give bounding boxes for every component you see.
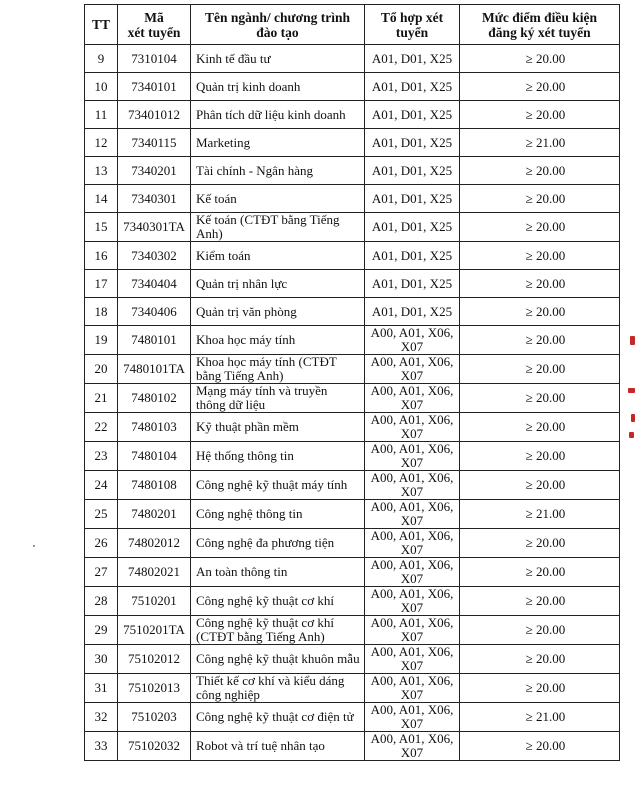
cell-program-name: Khoa học máy tính (CTĐT bằng Tiếng Anh) xyxy=(191,355,365,384)
cell-code: 75102012 xyxy=(118,645,191,674)
cell-combination: A00, A01, X06, X07 xyxy=(365,326,460,355)
table-row xyxy=(85,326,620,355)
cell-combination: A00, A01, X06, X07 xyxy=(365,500,460,529)
cell-min-score: ≥ 20.00 xyxy=(460,674,620,703)
cell-tt: 10 xyxy=(85,73,118,101)
cell-combination: A00, A01, X06, X07 xyxy=(365,471,460,500)
cell-combination: A00, A01, X06, X07 xyxy=(365,558,460,587)
cell-tt: 14 xyxy=(85,185,118,213)
cell-program-name: Robot và trí tuệ nhân tạo xyxy=(191,732,365,761)
cell-code: 7480102 xyxy=(118,384,191,413)
cell-combination: A00, A01, X06, X07 xyxy=(365,384,460,413)
cell-tt: 25 xyxy=(85,500,118,529)
cell-min-score: ≥ 20.00 xyxy=(460,326,620,355)
cell-program-name: Quản trị kinh doanh xyxy=(191,73,365,101)
cell-tt: 12 xyxy=(85,129,118,157)
cell-tt: 18 xyxy=(85,298,118,326)
cell-min-score: ≥ 20.00 xyxy=(460,471,620,500)
scan-speck xyxy=(33,545,35,547)
cell-min-score: ≥ 20.00 xyxy=(460,413,620,442)
cell-tt: 27 xyxy=(85,558,118,587)
cell-combination: A00, A01, X06, X07 xyxy=(365,413,460,442)
table-row xyxy=(85,355,620,384)
cell-code: 7340302 xyxy=(118,242,191,270)
cell-program-name: Công nghệ kỹ thuật máy tính xyxy=(191,471,365,500)
cell-tt: 30 xyxy=(85,645,118,674)
cell-combination: A00, A01, X06, X07 xyxy=(365,442,460,471)
cell-combination: A00, A01, X06, X07 xyxy=(365,616,460,645)
cell-combination: A00, A01, X06, X07 xyxy=(365,674,460,703)
cell-tt: 29 xyxy=(85,616,118,645)
cell-combination: A01, D01, X25 xyxy=(365,270,460,298)
cell-min-score: ≥ 20.00 xyxy=(460,645,620,674)
cell-code: 74802021 xyxy=(118,558,191,587)
cell-tt: 28 xyxy=(85,587,118,616)
cell-tt: 19 xyxy=(85,326,118,355)
cell-program-name: Quản trị văn phòng xyxy=(191,298,365,326)
cell-code: 73401012 xyxy=(118,101,191,129)
cell-combination: A01, D01, X25 xyxy=(365,242,460,270)
cell-program-name: Công nghệ kỹ thuật khuôn mẫu xyxy=(191,645,365,674)
cell-program-name: Kinh tế đầu tư xyxy=(191,45,365,73)
cell-tt: 11 xyxy=(85,101,118,129)
table-row xyxy=(85,645,620,674)
table-row xyxy=(85,674,620,703)
cell-combination: A01, D01, X25 xyxy=(365,157,460,185)
admission-table xyxy=(84,4,620,761)
cell-min-score: ≥ 20.00 xyxy=(460,442,620,471)
cell-code: 7510201TA xyxy=(118,616,191,645)
cell-program-name: Quản trị nhân lực xyxy=(191,270,365,298)
cell-code: 7340201 xyxy=(118,157,191,185)
cell-tt: 22 xyxy=(85,413,118,442)
table-row xyxy=(85,157,620,185)
cell-program-name: An toàn thông tin xyxy=(191,558,365,587)
cell-min-score: ≥ 20.00 xyxy=(460,732,620,761)
cell-min-score: ≥ 20.00 xyxy=(460,355,620,384)
cell-min-score: ≥ 20.00 xyxy=(460,213,620,242)
header-score xyxy=(460,5,620,45)
cell-code: 7510201 xyxy=(118,587,191,616)
table-row xyxy=(85,242,620,270)
cell-tt: 15 xyxy=(85,213,118,242)
header-combo-line2: tuyển xyxy=(395,24,429,40)
cell-min-score: ≥ 20.00 xyxy=(460,73,620,101)
cell-program-name: Kỹ thuật phần mềm xyxy=(191,413,365,442)
cell-combination: A00, A01, X06, X07 xyxy=(365,732,460,761)
cell-combination: A01, D01, X25 xyxy=(365,73,460,101)
cell-min-score: ≥ 21.00 xyxy=(460,500,620,529)
ink-mark xyxy=(629,432,634,438)
cell-combination: A01, D01, X25 xyxy=(365,101,460,129)
cell-combination: A01, D01, X25 xyxy=(365,45,460,73)
cell-min-score: ≥ 20.00 xyxy=(460,587,620,616)
cell-min-score: ≥ 20.00 xyxy=(460,298,620,326)
cell-program-name: Marketing xyxy=(191,129,365,157)
cell-min-score: ≥ 20.00 xyxy=(460,270,620,298)
table-row xyxy=(85,703,620,732)
cell-min-score: ≥ 20.00 xyxy=(460,558,620,587)
cell-tt: 16 xyxy=(85,242,118,270)
header-code xyxy=(118,5,191,45)
header-combo-line1: Tổ hợp xét xyxy=(380,9,444,25)
header-name-line2: đào tạo xyxy=(256,24,299,40)
header-code-line2: xét tuyển xyxy=(127,24,181,40)
cell-code: 7340301TA xyxy=(118,213,191,242)
header-score-line2: đăng ký xét tuyển xyxy=(488,24,591,40)
cell-code: 7340404 xyxy=(118,270,191,298)
header-tt: TT xyxy=(85,5,118,45)
table-row xyxy=(85,529,620,558)
ink-mark xyxy=(630,336,635,345)
cell-combination: A00, A01, X06, X07 xyxy=(365,355,460,384)
cell-min-score: ≥ 21.00 xyxy=(460,703,620,732)
cell-min-score: ≥ 20.00 xyxy=(460,45,620,73)
cell-program-name: Phân tích dữ liệu kinh doanh xyxy=(191,101,365,129)
cell-code: 7480103 xyxy=(118,413,191,442)
table-row xyxy=(85,298,620,326)
table-row xyxy=(85,129,620,157)
cell-tt: 20 xyxy=(85,355,118,384)
cell-min-score: ≥ 20.00 xyxy=(460,185,620,213)
table-row xyxy=(85,442,620,471)
cell-code: 75102032 xyxy=(118,732,191,761)
table-row xyxy=(85,471,620,500)
cell-code: 7480104 xyxy=(118,442,191,471)
cell-program-name: Kiểm toán xyxy=(191,242,365,270)
cell-min-score: ≥ 20.00 xyxy=(460,384,620,413)
cell-code: 7510203 xyxy=(118,703,191,732)
table-row xyxy=(85,45,620,73)
ink-mark xyxy=(631,414,635,422)
cell-min-score: ≥ 20.00 xyxy=(460,242,620,270)
ink-mark xyxy=(628,388,635,393)
cell-program-name: Công nghệ kỹ thuật cơ điện tử xyxy=(191,703,365,732)
table-row xyxy=(85,270,620,298)
cell-tt: 23 xyxy=(85,442,118,471)
cell-tt: 33 xyxy=(85,732,118,761)
cell-program-name: Hệ thống thông tin xyxy=(191,442,365,471)
cell-program-name: Mạng máy tính và truyền thông dữ liệu xyxy=(191,384,365,413)
cell-min-score: ≥ 20.00 xyxy=(460,616,620,645)
cell-combination: A01, D01, X25 xyxy=(365,298,460,326)
header-score-line1: Mức điểm điều kiện xyxy=(482,9,597,25)
cell-code: 7480201 xyxy=(118,500,191,529)
table-row xyxy=(85,101,620,129)
cell-program-name: Công nghệ kỹ thuật cơ khí (CTĐT bằng Tiếng Anh) xyxy=(191,616,365,645)
cell-tt: 32 xyxy=(85,703,118,732)
cell-program-name: Công nghệ thông tin xyxy=(191,500,365,529)
table-row xyxy=(85,616,620,645)
cell-tt: 24 xyxy=(85,471,118,500)
cell-combination: A01, D01, X25 xyxy=(365,185,460,213)
table-row xyxy=(85,732,620,761)
cell-program-name: Khoa học máy tính xyxy=(191,326,365,355)
cell-program-name: Công nghệ đa phương tiện xyxy=(191,529,365,558)
cell-combination: A00, A01, X06, X07 xyxy=(365,703,460,732)
table-row xyxy=(85,213,620,242)
cell-code: 75102013 xyxy=(118,674,191,703)
cell-program-name: Công nghệ kỹ thuật cơ khí xyxy=(191,587,365,616)
cell-code: 74802012 xyxy=(118,529,191,558)
cell-program-name: Kế toán xyxy=(191,185,365,213)
table-row xyxy=(85,73,620,101)
cell-code: 7340301 xyxy=(118,185,191,213)
cell-code: 7480108 xyxy=(118,471,191,500)
cell-tt: 31 xyxy=(85,674,118,703)
cell-code: 7480101 xyxy=(118,326,191,355)
table-row xyxy=(85,500,620,529)
cell-combination: A00, A01, X06, X07 xyxy=(365,587,460,616)
cell-min-score: ≥ 20.00 xyxy=(460,529,620,558)
cell-program-name: Kế toán (CTĐT bằng Tiếng Anh) xyxy=(191,213,365,242)
cell-tt: 13 xyxy=(85,157,118,185)
header-combo xyxy=(365,5,460,45)
cell-code: 7310104 xyxy=(118,45,191,73)
cell-tt: 26 xyxy=(85,529,118,558)
cell-tt: 21 xyxy=(85,384,118,413)
table-row xyxy=(85,413,620,442)
table-row xyxy=(85,587,620,616)
cell-combination: A00, A01, X06, X07 xyxy=(365,529,460,558)
table-row xyxy=(85,384,620,413)
header-name-line1: Tên ngành/ chương trình xyxy=(205,9,350,25)
cell-min-score: ≥ 21.00 xyxy=(460,129,620,157)
table-body xyxy=(85,45,620,761)
header-code-line1: Mã xyxy=(144,9,164,25)
cell-program-name: Tài chính - Ngân hàng xyxy=(191,157,365,185)
cell-tt: 17 xyxy=(85,270,118,298)
cell-combination: A01, D01, X25 xyxy=(365,129,460,157)
cell-tt: 9 xyxy=(85,45,118,73)
header-row xyxy=(85,5,620,45)
cell-combination: A00, A01, X06, X07 xyxy=(365,645,460,674)
cell-min-score: ≥ 20.00 xyxy=(460,157,620,185)
cell-program-name: Thiết kế cơ khí và kiểu dáng công nghiệp xyxy=(191,674,365,703)
cell-code: 7340115 xyxy=(118,129,191,157)
cell-combination: A01, D01, X25 xyxy=(365,213,460,242)
cell-code: 7340406 xyxy=(118,298,191,326)
cell-code: 7340101 xyxy=(118,73,191,101)
table-row xyxy=(85,185,620,213)
table-row xyxy=(85,558,620,587)
cell-code: 7480101TA xyxy=(118,355,191,384)
cell-min-score: ≥ 20.00 xyxy=(460,101,620,129)
header-name xyxy=(191,5,365,45)
